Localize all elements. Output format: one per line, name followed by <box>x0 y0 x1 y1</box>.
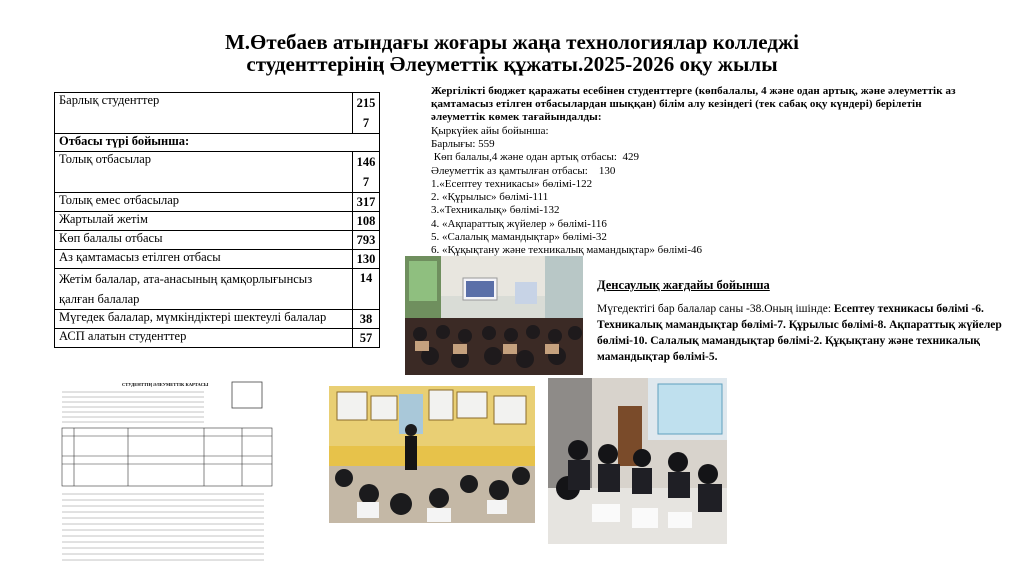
conference-hall-photo <box>405 256 583 375</box>
stats-row <box>55 310 380 329</box>
stats-row <box>55 269 380 310</box>
stats-row-label: Барлық студенттер <box>55 93 353 134</box>
social-card-form-scan <box>54 376 285 568</box>
group-study-photo <box>548 378 727 544</box>
budget-line: 2. «Құрылыс» бөлімі-111 <box>431 191 549 204</box>
budget-section <box>431 85 957 258</box>
budget-lines <box>431 125 957 258</box>
stats-row-value: 317 <box>353 193 380 212</box>
budget-line: Әлеуметтік аз қамтылған отбасы: 130 <box>431 164 616 177</box>
stats-row <box>55 193 380 212</box>
classroom-photo <box>329 386 535 523</box>
group-study-image <box>548 378 727 544</box>
budget-line: 4. «Ақпараттық жүйелер » бөлімі-116 <box>431 217 607 230</box>
stats-table <box>54 92 380 348</box>
stats-row-label: Отбасы түрі бойынша: <box>55 134 380 152</box>
stats-row <box>55 231 380 250</box>
budget-heading: Жергілікті бюджет қаражаты есебінен студенттерге (көпбалалы, 4 және одан артық, және әлеуметтік аз қамтамасыз етілген отбасылардан шыққан) білім алу кезіндегі (тек сабақ оқу күндері) берілетін әлеуметтік көмек тағайындалды: <box>431 85 956 124</box>
health-text <box>597 301 1017 365</box>
stats-row <box>55 152 380 193</box>
budget-line: 3.«Техникалық» бөлімі-132 <box>431 204 560 217</box>
stats-row-value: 130 <box>353 250 380 269</box>
stats-row-label: Толық емес отбасылар <box>55 193 353 212</box>
stats-row <box>55 134 380 152</box>
stats-row-label: Көп балалы отбасы <box>55 231 353 250</box>
stats-row-value: 215 7 <box>353 93 380 134</box>
stats-row-value: 38 <box>353 310 380 329</box>
stats-row-label: Жетім балалар, ата-анасының қамқорлығынсыз қалған балалар <box>55 269 353 310</box>
budget-line: 1.«Есептеу техникасы» бөлімі-122 <box>431 177 593 190</box>
budget-line: Қыркүйек айы бойынша: <box>431 124 549 137</box>
budget-line: Барлығы: 559 <box>431 137 495 150</box>
stats-row <box>55 93 380 134</box>
form-scan-image <box>54 376 285 568</box>
health-intro: Мүгедектігі бар балалар саны -38.Оның ішінде: <box>597 303 834 315</box>
stats-row <box>55 329 380 348</box>
stats-row-label: Мүгедек балалар, мүмкіндіктері шектеулі балалар <box>55 310 353 329</box>
stats-row <box>55 212 380 231</box>
stats-row-label: Аз қамтамасыз етілген отбасы <box>55 250 353 269</box>
title-line-1: М.Өтебаев атындағы жоғары жаңа технологиялар колледжі <box>224 30 800 54</box>
conference-hall-image <box>405 256 583 375</box>
stats-row-value: 57 <box>353 329 380 348</box>
health-title: Денсаулық жағдайы бойынша <box>597 278 770 292</box>
stats-row-label: Жартылай жетім <box>55 212 353 231</box>
budget-line: 6. «Құқықтану және техникалық мамандықтар» бөлімі-46 <box>431 244 702 257</box>
form-scan-heading: СТУДЕНТТІҢ ӘЛЕУМЕТТІК КАРТАСЫ <box>122 382 209 387</box>
health-details: Есептеу техникасы бөлімі -6. Техникалық мамандықтар бөлімі-7. Құрылыс бөлімі-8. Ақпараттық жүйелер бөлімі-10. Салалық мамандықтар бөлімі-2. Құқықтану және техникалық мамандықтар бөлімі-5. <box>597 303 1002 363</box>
stats-row-label: Толық отбасылар <box>55 152 353 193</box>
stats-row-value: 793 <box>353 231 380 250</box>
stats-row-value: 14 <box>353 269 380 310</box>
title-line-2: студенттерінің Әлеуметтік құжаты.2025-2026 оқу жылы <box>246 52 778 76</box>
stats-row-value: 108 <box>353 212 380 231</box>
stats-row-label: АСП алатын студенттер <box>55 329 353 348</box>
budget-line: 5. «Салалық мамандықтар» бөлімі-32 <box>431 230 607 243</box>
budget-line: Көп балалы,4 және одан артық отбасы: 429 <box>431 151 639 164</box>
stats-row-value: 146 7 <box>353 152 380 193</box>
classroom-image <box>329 386 535 523</box>
page-title <box>0 31 1024 75</box>
stats-row <box>55 250 380 269</box>
